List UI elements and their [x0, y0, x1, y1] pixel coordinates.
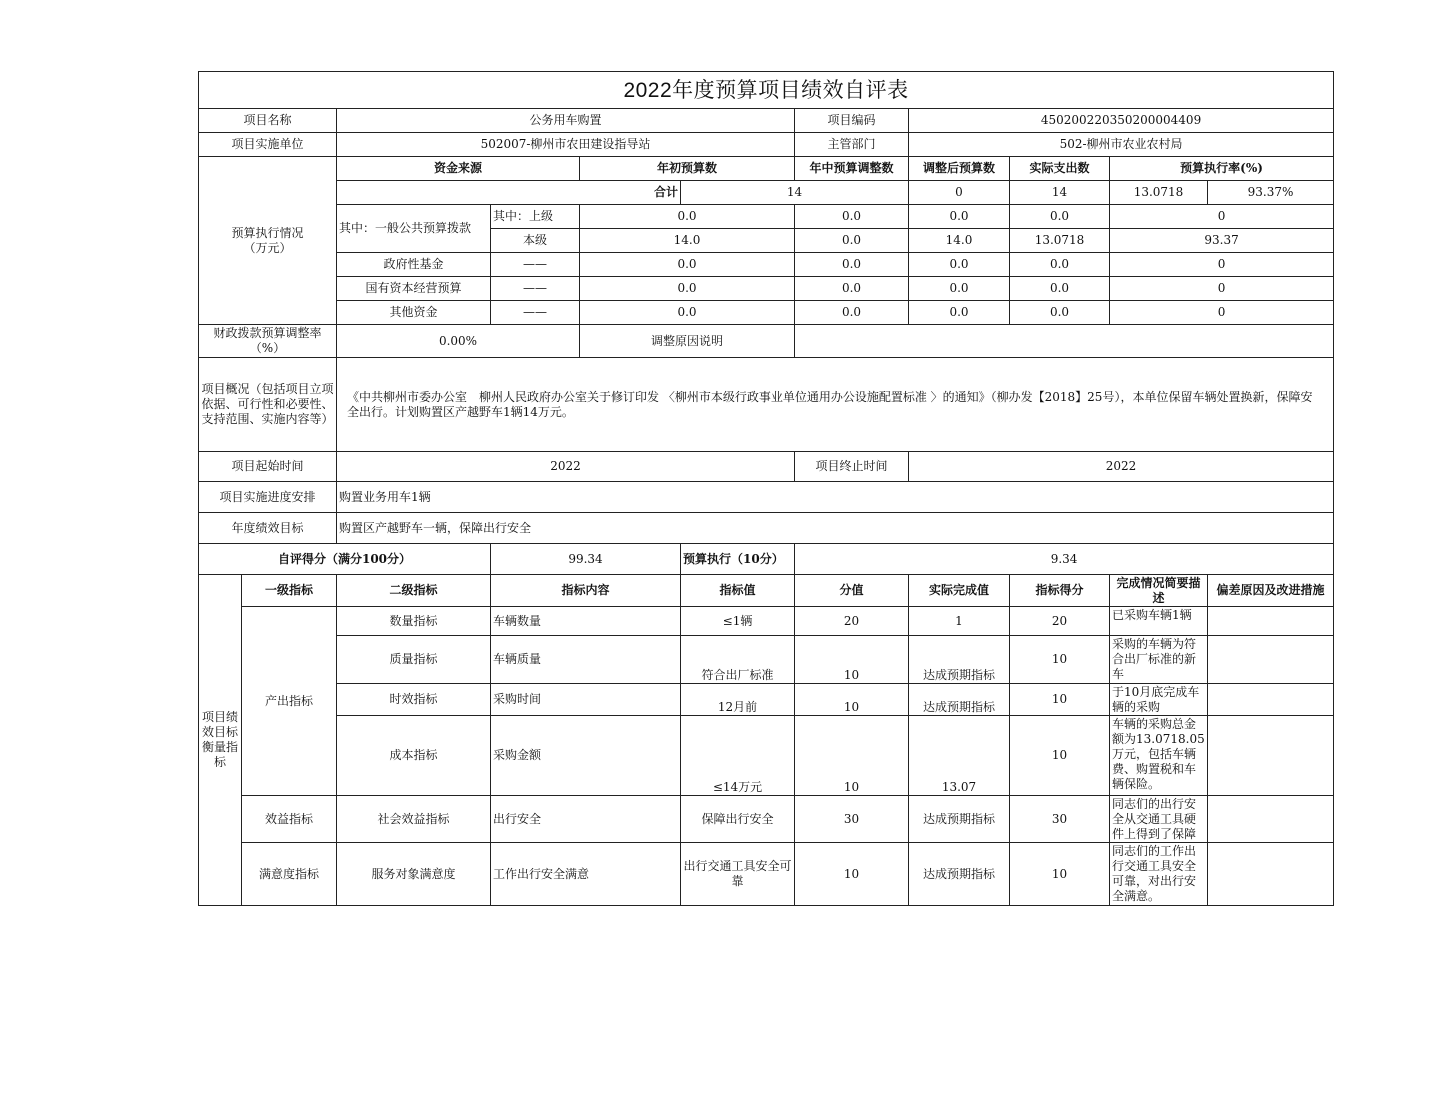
budget-header-initial: 年初预算数: [580, 157, 795, 181]
implementing-unit-label: 项目实施单位: [199, 133, 337, 157]
ind-content: 车辆质量: [491, 636, 681, 684]
budget-total-adjusted: 14: [1010, 181, 1110, 205]
budget-header-actual: 实际支出数: [1010, 157, 1110, 181]
budget-exec-value: 9.34: [795, 544, 1334, 575]
other-funds-label: 其他资金: [337, 301, 491, 325]
ind-header-score: 指标得分: [1010, 575, 1110, 607]
self-score-label: 自评得分（满分100分）: [199, 544, 491, 575]
other-funds-adjusted: 0.0: [909, 301, 1010, 325]
budget-row-state-capital: [199, 277, 1334, 301]
budget-header-rate: 预算执行率(%): [1110, 157, 1334, 181]
benefit-indicator-label: 效益指标: [242, 796, 337, 843]
ind-header-deviation: 偏差原因及改进措施: [1208, 575, 1334, 607]
progress-label: 项目实施进度安排: [199, 482, 337, 513]
other-funds-rate: 0: [1110, 301, 1334, 325]
ind-actual: 达成预期指标: [909, 684, 1010, 716]
other-funds-midyear: 0.0: [795, 301, 909, 325]
ind-content: 车辆数量: [491, 607, 681, 636]
overview-text: 《中共柳州市委办公室 柳州人民政府办公室关于修订印发 〈柳州市本级行政事业单位通用办公设施配置标准 〉的通知》（柳办发【2018】25号），本单位保留车辆处置换新，保障安全出行。计划购置区产越野车1辆14万元。: [337, 358, 1334, 452]
ind-target: ≤14万元: [681, 716, 795, 796]
satisfaction-indicator-label: 满意度指标: [242, 843, 337, 906]
ind-level2: 服务对象满意度: [337, 843, 491, 906]
ind-actual: 1: [909, 607, 1010, 636]
budget-header-midyear: 年中预算调整数: [795, 157, 909, 181]
ind-level2: 时效指标: [337, 684, 491, 716]
ind-desc: 车辆的采购总金额为13.0718.05万元，包括车辆费、购置税和车辆保险。: [1110, 716, 1208, 796]
ind-score: 10: [1010, 684, 1110, 716]
budget-upper-midyear: 0.0: [795, 205, 909, 229]
budget-local-adjusted: 14.0: [909, 229, 1010, 253]
ind-weight: 20: [795, 607, 909, 636]
gov-fund-dash: ——: [491, 253, 580, 277]
ind-target: 12月前: [681, 684, 795, 716]
ind-content: 工作出行安全满意: [491, 843, 681, 906]
other-funds-dash: ——: [491, 301, 580, 325]
ind-level2: 成本指标: [337, 716, 491, 796]
state-capital-midyear: 0.0: [795, 277, 909, 301]
progress-text: 购置业务用车1辆: [337, 482, 1334, 513]
ind-deviation: [1208, 716, 1334, 796]
budget-local-label: 本级: [491, 229, 580, 253]
budget-header-source: 资金来源: [337, 157, 580, 181]
start-time-label: 项目起始时间: [199, 452, 337, 482]
self-score-value: 99.34: [491, 544, 681, 575]
general-budget-label: 其中：一般公共预算拨款: [337, 205, 491, 253]
table-row: [199, 636, 1334, 684]
ind-score: 10: [1010, 716, 1110, 796]
supervising-dept-value: 502-柳州市农业农村局: [909, 133, 1334, 157]
ind-desc: 采购的车辆为符合出厂标准的新车: [1110, 636, 1208, 684]
ind-deviation: [1208, 636, 1334, 684]
ind-weight: 10: [795, 684, 909, 716]
ind-score: 30: [1010, 796, 1110, 843]
adjust-reason-label: 调整原因说明: [580, 325, 795, 358]
project-code-value: 450200220350200004409: [909, 109, 1334, 133]
ind-weight: 10: [795, 843, 909, 906]
end-time-value: 2022: [909, 452, 1334, 482]
ind-score: 20: [1010, 607, 1110, 636]
ind-weight: 10: [795, 636, 909, 684]
ind-target: 出行交通工具安全可靠: [681, 843, 795, 906]
project-name-label: 项目名称: [199, 109, 337, 133]
budget-row-upper: [199, 205, 1334, 229]
evaluation-table: [198, 71, 1334, 906]
budget-local-midyear: 0.0: [795, 229, 909, 253]
adjust-reason-value: [795, 325, 1334, 358]
state-capital-dash: ——: [491, 277, 580, 301]
performance-evaluation-sheet: [198, 71, 1333, 906]
ind-target: ≤1辆: [681, 607, 795, 636]
adjust-rate-label: 财政拨款预算调整率（%）: [199, 325, 337, 358]
budget-row-gov-fund: [199, 253, 1334, 277]
budget-total-actual: 13.0718: [1110, 181, 1208, 205]
state-capital-actual: 0.0: [1010, 277, 1110, 301]
gov-fund-actual: 0.0: [1010, 253, 1110, 277]
ind-score: 10: [1010, 636, 1110, 684]
ind-deviation: [1208, 684, 1334, 716]
budget-total-rate: 93.37%: [1208, 181, 1334, 205]
implementing-unit-value: 502007-柳州市农田建设指导站: [337, 133, 795, 157]
ind-actual: 达成预期指标: [909, 796, 1010, 843]
output-indicator-label: 产出指标: [242, 607, 337, 796]
budget-total-midyear: 0: [909, 181, 1010, 205]
state-capital-adjusted: 0.0: [909, 277, 1010, 301]
other-funds-initial: 0.0: [580, 301, 795, 325]
budget-local-actual: 13.0718: [1010, 229, 1110, 253]
ind-actual: 13.07: [909, 716, 1010, 796]
budget-upper-actual: 0.0: [1010, 205, 1110, 229]
table-row: [199, 716, 1334, 796]
table-row: [199, 607, 1334, 636]
ind-weight: 30: [795, 796, 909, 843]
ind-deviation: [1208, 607, 1334, 636]
budget-header-adjusted: 调整后预算数: [909, 157, 1010, 181]
ind-header-weight: 分值: [795, 575, 909, 607]
table-row: [199, 684, 1334, 716]
gov-fund-adjusted: 0.0: [909, 253, 1010, 277]
ind-desc: 于10月底完成车辆的采购: [1110, 684, 1208, 716]
budget-row-other-funds: [199, 301, 1334, 325]
ind-header-content: 指标内容: [491, 575, 681, 607]
budget-upper-adjusted: 0.0: [909, 205, 1010, 229]
budget-upper-rate: 0: [1110, 205, 1334, 229]
indicators-section-label: 项目绩效目标衡量指标: [199, 575, 242, 906]
ind-deviation: [1208, 796, 1334, 843]
sheet-title: 2022年度预算项目绩效自评表: [199, 72, 1334, 109]
ind-target: 符合出厂标准: [681, 636, 795, 684]
project-code-label: 项目编码: [795, 109, 909, 133]
budget-total-initial: 14: [681, 181, 909, 205]
ind-header-desc: 完成情况简要描述: [1110, 575, 1208, 607]
table-row: [199, 796, 1334, 843]
table-row: [199, 843, 1334, 906]
budget-row-total: [199, 181, 1334, 205]
ind-level2: 质量指标: [337, 636, 491, 684]
budget-upper-initial: 0.0: [580, 205, 795, 229]
ind-actual: 达成预期指标: [909, 843, 1010, 906]
gov-fund-rate: 0: [1110, 253, 1334, 277]
state-capital-rate: 0: [1110, 277, 1334, 301]
ind-deviation: [1208, 843, 1334, 906]
ind-content: 出行安全: [491, 796, 681, 843]
adjust-rate-value: 0.00%: [337, 325, 580, 358]
gov-fund-midyear: 0.0: [795, 253, 909, 277]
budget-upper-label: 其中：上级: [491, 205, 580, 229]
ind-content: 采购金额: [491, 716, 681, 796]
other-funds-actual: 0.0: [1010, 301, 1110, 325]
budget-exec-label: 预算执行（10分）: [681, 544, 795, 575]
project-name-value: 公务用车购置: [337, 109, 795, 133]
gov-fund-initial: 0.0: [580, 253, 795, 277]
goal-text: 购置区产越野车一辆，保障出行安全: [337, 513, 1334, 544]
ind-header-level1: 一级指标: [242, 575, 337, 607]
ind-header-target: 指标值: [681, 575, 795, 607]
budget-total-label: 合计: [337, 181, 681, 205]
budget-section-label: 预算执行情况 （万元）: [199, 157, 337, 325]
ind-desc: 同志们的工作出行交通工具安全可靠，对出行安全满意。: [1110, 843, 1208, 906]
state-capital-label: 国有资本经营预算: [337, 277, 491, 301]
goal-label: 年度绩效目标: [199, 513, 337, 544]
ind-level2: 社会效益指标: [337, 796, 491, 843]
ind-score: 10: [1010, 843, 1110, 906]
budget-local-rate: 93.37: [1110, 229, 1334, 253]
end-time-label: 项目终止时间: [795, 452, 909, 482]
state-capital-initial: 0.0: [580, 277, 795, 301]
ind-content: 采购时间: [491, 684, 681, 716]
start-time-value: 2022: [337, 452, 795, 482]
ind-actual: 达成预期指标: [909, 636, 1010, 684]
ind-target: 保障出行安全: [681, 796, 795, 843]
ind-level2: 数量指标: [337, 607, 491, 636]
gov-fund-label: 政府性基金: [337, 253, 491, 277]
supervising-dept-label: 主管部门: [795, 133, 909, 157]
ind-header-actual: 实际完成值: [909, 575, 1010, 607]
ind-weight: 10: [795, 716, 909, 796]
overview-label: 项目概况（包括项目立项依据、可行性和必要性、支持范围、实施内容等）: [199, 358, 337, 452]
ind-desc: 同志们的出行安全从交通工具硬件上得到了保障: [1110, 796, 1208, 843]
ind-desc: 已采购车辆1辆: [1110, 607, 1208, 636]
budget-local-initial: 14.0: [580, 229, 795, 253]
ind-header-level2: 二级指标: [337, 575, 491, 607]
